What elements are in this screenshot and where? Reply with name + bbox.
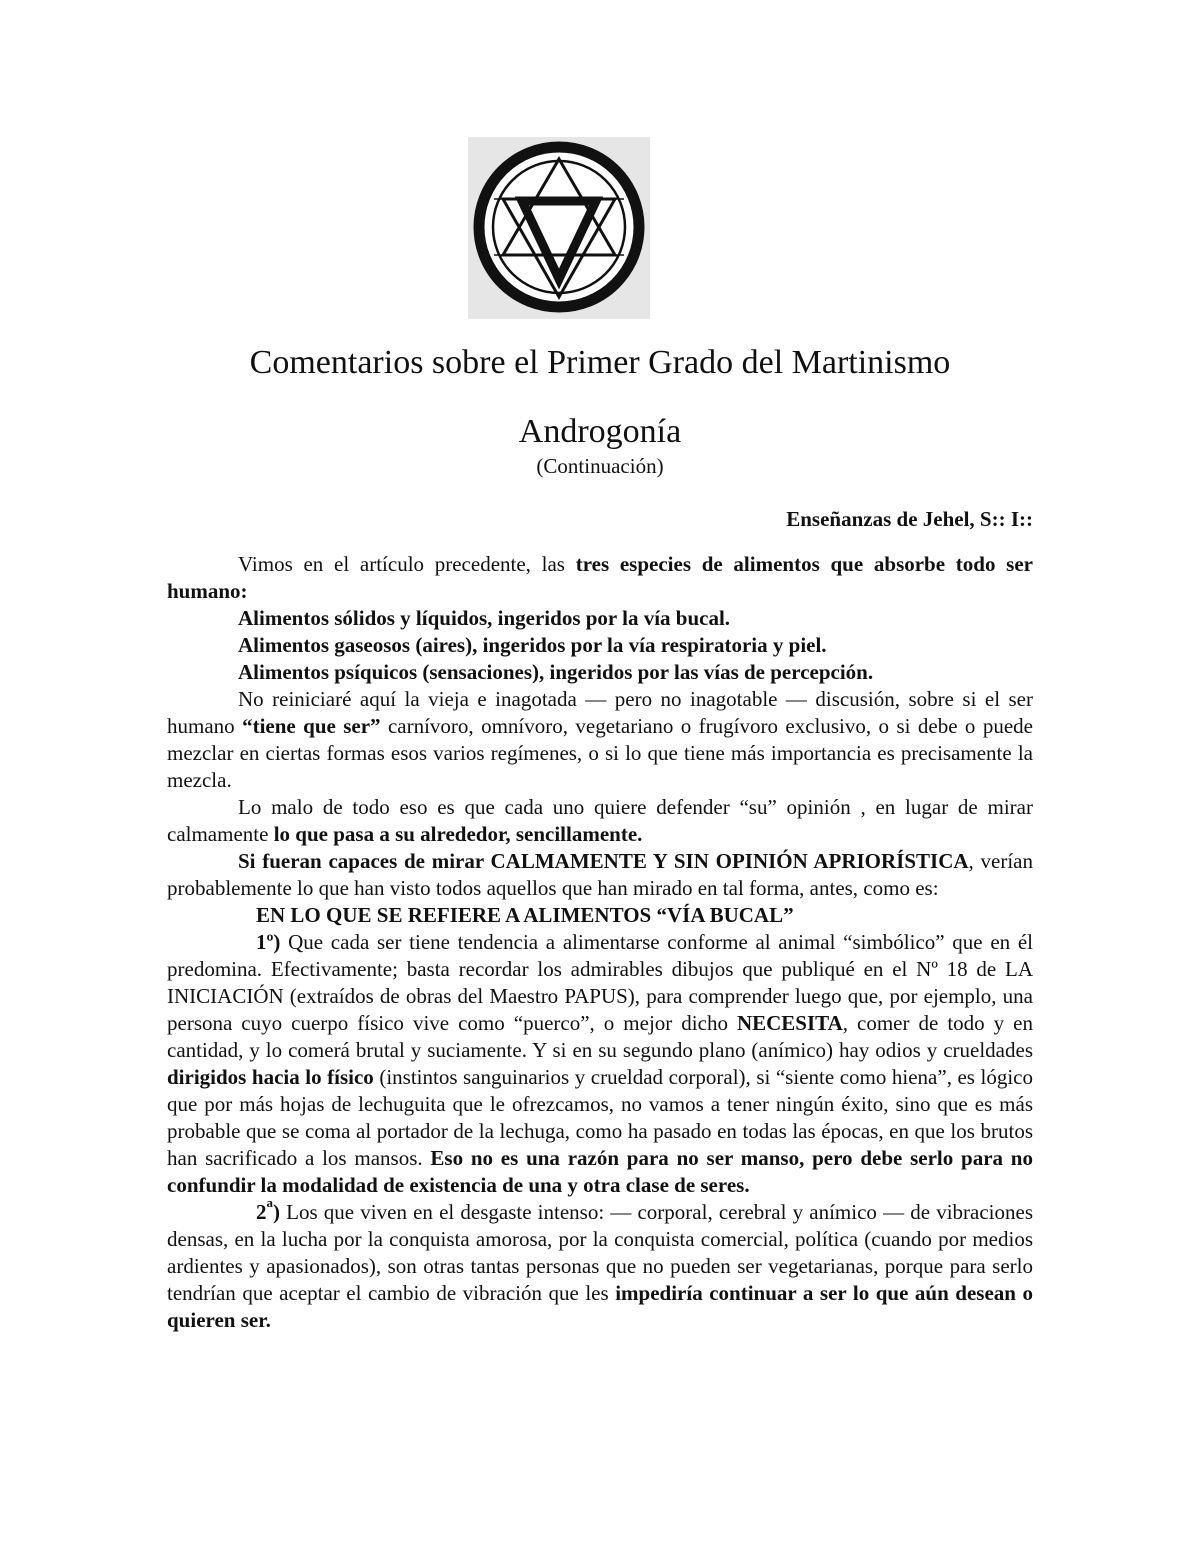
section-heading: EN LO QUE SE REFIERE A ALIMENTOS “VÍA BUCAL” (256, 903, 794, 927)
paragraph-4: Si fueran capaces de mirar CALMAMENTE Y SIN OPINIÓN APRIORÍSTICA, verían probablemente lo que han visto todos aquellos que han mirado en tal forma, antes, como es: (167, 849, 1033, 900)
paragraph-2: No reiniciaré aquí la vieja e inagotada — pero no inagotable — discusión, sobre si el ser humano “tiene que ser” carnívoro, omnívoro, vegetariano o frugívoro exclusivo, o si debe o puede mezclar en ciertas formas esos varios regímenes, o si lo que tiene más importancia es precisamente la mezcla. (167, 687, 1033, 792)
hexagram-circle-icon (468, 137, 650, 319)
document-title: Comentarios sobre el Primer Grado del Martinismo (249, 344, 951, 381)
paragraph-3: Lo malo de todo eso es que cada uno quiere defender “su” opinión , en lugar de mirar calmamente lo que pasa a su alrededor, sencillamente. (167, 795, 1033, 846)
paragraph-5: 1º) Que cada ser tiene tendencia a alimentarse conforme al animal “simbólico” que en él predomina. Efectivamente; basta recordar los admirables dibujos que publiqué en el Nº 18 de LA INICIACIÓN (extraídos de obras del Maestro PAPUS), para comprender luego que, por ejemplo, una persona cuyo cuerpo físico vive como “puerco”, o mejor dicho NECESITA, comer de todo y en cantidad, y lo comerá brutal y suciamente. Y si en su segundo plano (anímico) hay odios y crueldades dirigidos hacia lo físico (instintos sanguinarios y crueldad corporal), si “siente como hiena”, es lógico que por más hojas de lechuguita que le ofrezcamos, no vamos a tener ningún éxito, sino que es más probable que se coma al portador de la lechuga, como ha pasado en todas las épocas, en que los brutos han sacrificado a los mansos. Eso no es una razón para no ser manso, pero debe serlo para no confundir la modalidad de existencia de una y otra clase de seres. (167, 930, 1033, 1197)
list-item: Alimentos sólidos y líquidos, ingeridos por la vía bucal. (238, 606, 731, 630)
document-subtitle: Androgonía (518, 413, 682, 450)
body-text (167, 551, 1033, 1334)
list-item: Alimentos gaseosos (aires), ingeridos por la vía respiratoria y piel. (238, 633, 827, 657)
martinist-seal-logo (468, 137, 650, 319)
list-item: Alimentos psíquicos (sensaciones), ingeridos por las vías de percepción. (238, 660, 874, 684)
paragraph-1: Vimos en el artículo precedente, las tres especies de alimentos que absorbe todo ser humano: (167, 552, 1033, 603)
paragraph-6: 2$^a$) Los que viven en el desgaste intenso: — corporal, cerebral y anímico — de vibraciones densas, en la lucha por la conquista amorosa, por la conquista comercial, política (cuando por medios ardientes y apasionados), son otras tantas personas que no pueden ser vegetarianas, porque para serlo tendrían que aceptar el cambio de vibración que les impediría continuar a ser lo que aún desean o quieren ser. (167, 1195, 1033, 1332)
author-line: Enseñanzas de Jehel, S:: I:: (786, 507, 1033, 531)
continuation-note: (Continuación) (536, 454, 664, 478)
